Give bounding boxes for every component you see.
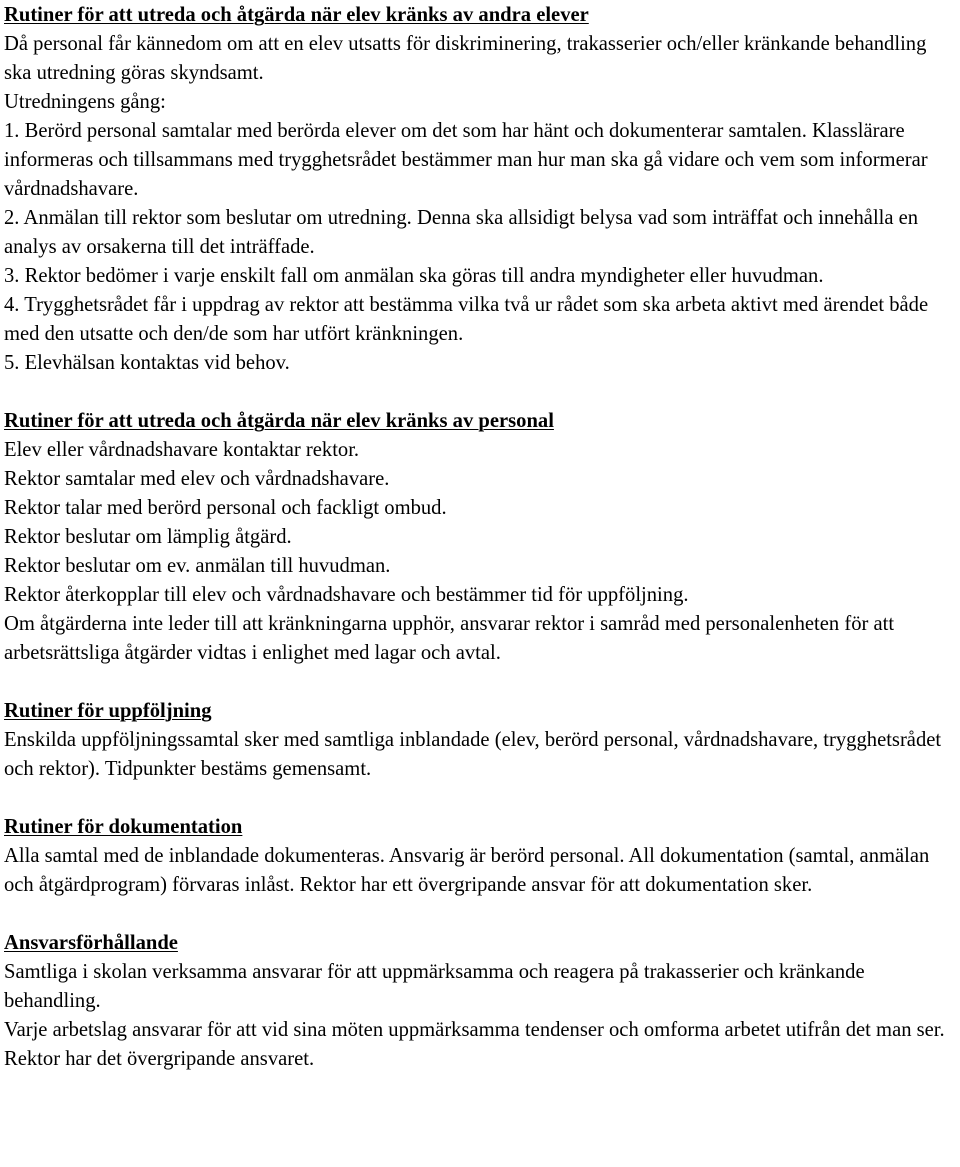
paragraph-line: Rektor samtalar med elev och vårdnadshavare. <box>4 468 390 490</box>
paragraph-line: Rektor har det övergripande ansvaret. <box>4 1048 315 1070</box>
section-subheading: Utredningens gång: <box>4 91 166 113</box>
section-elev-krankning <box>4 1 956 378</box>
section-personal-krankning <box>4 407 956 668</box>
procedure-step-4: 4. Trygghetsrådet får i uppdrag av rektor att bestämma vilka två ur rådet som ska arbeta aktivt med ärendet både med den utsatte och den/de som har utfört kränkningen. <box>4 294 929 345</box>
paragraph-line: Rektor beslutar om lämplig åtgärd. <box>4 526 292 548</box>
paragraph-line: Rektor återkopplar till elev och vårdnadshavare och bestämmer tid för uppföljning. <box>4 584 689 606</box>
procedure-step-2: 2. Anmälan till rektor som beslutar om utredning. Denna ska allsidigt belysa vad som inträffat och innehålla en analys av orsakerna till det inträffade. <box>4 207 919 258</box>
section-heading: Rutiner för dokumentation <box>4 816 243 838</box>
paragraph-line: Enskilda uppföljningssamtal sker med samtliga inblandade (elev, berörd personal, vårdnadshavare, trygghetsrådet och rektor). Tidpunkter bestäms gemensamt. <box>4 729 942 780</box>
paragraph-line: Om åtgärderna inte leder till att kränkningarna upphör, ansvarar rektor i samråd med personalenheten för att arbetsrättsliga åtgärder vidtas i enlighet med lagar och avtal. <box>4 613 895 664</box>
paragraph-line: Elev eller vårdnadshavare kontaktar rektor. <box>4 439 360 461</box>
paragraph-line: Varje arbetslag ansvarar för att vid sina möten uppmärksamma tendenser och omforma arbetet utifrån det man ser. <box>4 1019 945 1041</box>
procedure-step-1: 1. Berörd personal samtalar med berörda elever om det som har hänt och dokumenterar samtalen. Klasslärare informeras och tillsammans med trygghetsrådet bestämmer man hur man ska gå vidare och vem som informerar vårdnadshavare. <box>4 120 928 200</box>
section-ansvarsforhallande <box>4 929 956 1074</box>
procedure-step-3: 3. Rektor bedömer i varje enskilt fall om anmälan ska göras till andra myndigheter eller huvudman. <box>4 265 824 287</box>
section-heading: Rutiner för att utreda och åtgärda när elev kränks av personal <box>4 410 554 432</box>
section-heading: Rutiner för att utreda och åtgärda när elev kränks av andra elever <box>4 4 589 26</box>
section-uppfoljning <box>4 697 956 784</box>
paragraph-line: Rektor talar med berörd personal och fackligt ombud. <box>4 497 447 519</box>
paragraph-line: Rektor beslutar om ev. anmälan till huvudman. <box>4 555 391 577</box>
section-intro: Då personal får kännedom om att en elev utsatts för diskriminering, trakasserier och/eller kränkande behandling ska utredning göras skyndsamt. <box>4 33 927 84</box>
procedure-step-5: 5. Elevhälsan kontaktas vid behov. <box>4 352 290 374</box>
section-heading: Ansvarsförhållande <box>4 932 178 954</box>
paragraph-line: Alla samtal med de inblandade dokumenteras. Ansvarig är berörd personal. All dokumentation (samtal, anmälan och åtgärdprogram) förvaras inlåst. Rektor har ett övergripande ansvar för att dokumentation sker. <box>4 845 930 896</box>
paragraph-line: Samtliga i skolan verksamma ansvarar för att uppmärksamma och reagera på trakasserier och kränkande behandling. <box>4 961 865 1012</box>
section-heading: Rutiner för uppföljning <box>4 700 212 722</box>
section-dokumentation <box>4 813 956 900</box>
